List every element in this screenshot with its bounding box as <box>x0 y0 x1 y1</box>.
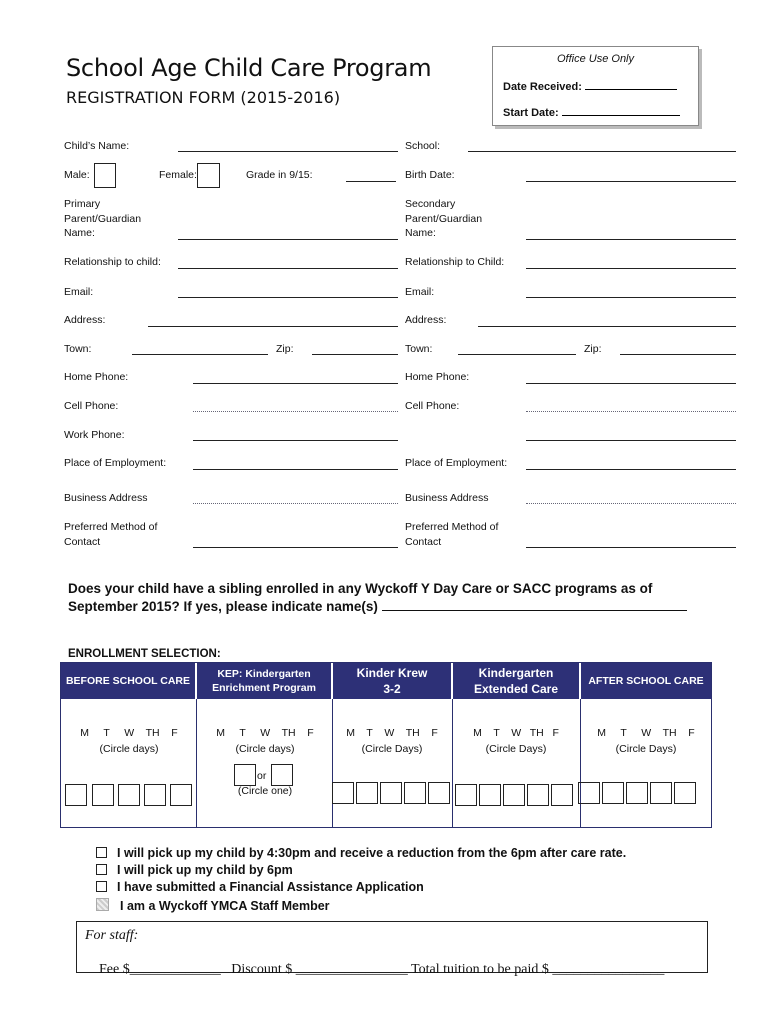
option-checkbox[interactable] <box>96 847 107 858</box>
after-school-days[interactable]: M T W TH F <box>597 727 695 739</box>
total-tuition-field[interactable]: Total tuition to be paid $ ________________ <box>411 962 665 977</box>
zip-label-left: Zip: <box>276 343 294 355</box>
address-field-right[interactable] <box>478 326 736 327</box>
option-checkbox[interactable] <box>96 881 107 892</box>
kep-circle-note: (Circle days) <box>235 743 295 755</box>
office-use-heading: Office Use Only <box>556 53 635 65</box>
office-use-box <box>492 46 699 126</box>
kinder-krew-days[interactable]: M T W TH F <box>346 727 438 739</box>
kindergarten-extended-days[interactable]: M T W TH F <box>473 727 559 739</box>
relationship-label-left: Relationship to child: <box>64 256 161 268</box>
kindergarten-extended-day-box[interactable] <box>455 784 477 806</box>
sibling-name-field[interactable] <box>382 598 687 611</box>
after-school-circle-note: (Circle Days) <box>615 743 677 755</box>
kinder-krew-header: Kinder Krew 3-2 <box>333 663 451 699</box>
option-checkbox[interactable] <box>96 898 109 911</box>
email-label-right: Email: <box>405 286 435 298</box>
grade-label: Grade in 9/15: <box>246 169 313 181</box>
home-phone-label-left: Home Phone: <box>64 371 129 383</box>
preferred-contact-field-left[interactable] <box>193 547 398 548</box>
primary-guardian-label: Primary Parent/Guardian Name: <box>64 198 142 239</box>
before-school-header: BEFORE SCHOOL CARE <box>61 663 195 699</box>
start-date-row <box>503 105 680 119</box>
email-label-left: Email: <box>64 286 94 298</box>
school-field[interactable] <box>468 151 736 152</box>
address-field-left[interactable] <box>148 326 398 327</box>
birth-date-field[interactable] <box>526 181 736 182</box>
email-field-right[interactable] <box>526 297 736 298</box>
town-label-right: Town: <box>405 343 433 355</box>
business-address-label-left: Business Address <box>64 492 148 504</box>
childs-name-field[interactable] <box>178 151 398 152</box>
secondary-guardian-field[interactable] <box>526 239 736 240</box>
home-phone-field-right[interactable] <box>526 383 736 384</box>
after-school-day-box[interactable] <box>650 782 672 804</box>
home-phone-field-left[interactable] <box>193 383 398 384</box>
employment-field-left[interactable] <box>193 469 398 470</box>
relationship-field-right[interactable] <box>526 268 736 269</box>
male-checkbox[interactable] <box>94 163 116 188</box>
discount-field[interactable]: Discount $ ________________ <box>231 962 408 977</box>
work-phone-field-left[interactable] <box>193 440 398 441</box>
cell-phone-field-left[interactable] <box>193 411 398 412</box>
before-school-day-box[interactable] <box>118 784 140 806</box>
female-label: Female: <box>159 169 197 181</box>
after-school-day-box[interactable] <box>674 782 696 804</box>
relationship-label-right: Relationship to Child: <box>405 256 505 268</box>
email-field-left[interactable] <box>178 297 398 298</box>
secondary-guardian-label: Secondary Parent/Guardian Name: <box>405 198 483 239</box>
town-field-right[interactable] <box>458 354 576 355</box>
option-label: I will pick up my child by 6pm <box>117 863 293 877</box>
kindergarten-extended-day-box[interactable] <box>479 784 501 806</box>
birth-date-label: Birth Date: <box>405 169 455 181</box>
column-divider <box>196 699 197 827</box>
before-school-day-box[interactable] <box>170 784 192 806</box>
kep-days[interactable]: M T W TH F <box>216 727 314 739</box>
zip-field-right[interactable] <box>620 354 736 355</box>
kep-header: KEP: Kindergarten Enrichment Program <box>197 663 331 699</box>
male-label: Male: <box>64 169 90 181</box>
after-school-day-box[interactable] <box>626 782 648 804</box>
work-phone-field-right[interactable] <box>526 440 736 441</box>
childs-name-label: Child’s Name: <box>64 140 130 152</box>
kindergarten-extended-day-box[interactable] <box>527 784 549 806</box>
employment-label-right: Place of Employment: <box>405 457 508 469</box>
kinder-krew-day-box[interactable] <box>380 782 402 804</box>
school-label: School: <box>405 140 441 152</box>
preferred-contact-label-left: Preferred Method of Contact <box>64 521 158 548</box>
column-divider <box>580 699 581 827</box>
column-divider <box>452 699 453 827</box>
town-label-left: Town: <box>64 343 92 355</box>
before-school-day-box[interactable] <box>144 784 166 806</box>
kinder-krew-day-box[interactable] <box>356 782 378 804</box>
start-date-field[interactable] <box>562 105 680 116</box>
before-school-day-box[interactable] <box>92 784 114 806</box>
kindergarten-extended-day-box[interactable] <box>503 784 525 806</box>
option-label: I am a Wyckoff YMCA Staff Member <box>120 899 330 913</box>
staff-box <box>76 921 708 977</box>
address-label-left: Address: <box>64 314 106 326</box>
after-school-header: AFTER SCHOOL CARE <box>581 663 711 699</box>
zip-field-left[interactable] <box>312 354 398 355</box>
kep-circle-one-note: (Circle one) <box>237 785 293 797</box>
before-school-day-box[interactable] <box>65 784 87 806</box>
kinder-krew-day-box[interactable] <box>428 782 450 804</box>
option-staff-member[interactable] <box>96 898 330 913</box>
kindergarten-extended-header: Kindergarten Extended Care <box>453 663 579 699</box>
cell-phone-label-left: Cell Phone: <box>64 400 119 412</box>
zip-label-right: Zip: <box>584 343 602 355</box>
option-pickup-430[interactable] <box>96 846 626 860</box>
sibling-question <box>68 580 708 616</box>
before-school-days[interactable]: M T W TH F <box>80 727 178 739</box>
date-received-field[interactable] <box>585 79 677 90</box>
column-divider <box>332 699 333 827</box>
staff-fee <box>85 946 664 994</box>
address-label-right: Address: <box>405 314 447 326</box>
fee-field[interactable]: Fee $_____________ <box>99 962 221 977</box>
town-field-left[interactable] <box>132 354 268 355</box>
option-label: I have submitted a Financial Assistance Application <box>117 880 424 894</box>
kep-option-box-2[interactable] <box>271 764 293 786</box>
kinder-krew-circle-note: (Circle Days) <box>361 743 423 755</box>
primary-guardian-field[interactable] <box>178 239 398 240</box>
option-pickup-6pm[interactable] <box>96 863 293 877</box>
form-subtitle: REGISTRATION FORM (2015-2016) <box>66 88 341 107</box>
option-checkbox[interactable] <box>96 864 107 875</box>
date-received-label: Date Received: <box>503 81 582 93</box>
kep-or-label: or <box>257 770 267 782</box>
relationship-field-left[interactable] <box>178 268 398 269</box>
preferred-contact-label-right: Preferred Method of Contact <box>405 521 499 548</box>
business-address-field-left[interactable] <box>193 503 398 504</box>
kinder-krew-day-box[interactable] <box>404 782 426 804</box>
kinder-krew-day-box[interactable] <box>332 782 354 804</box>
female-checkbox[interactable] <box>197 163 220 188</box>
home-phone-label-right: Home Phone: <box>405 371 470 383</box>
after-school-day-box[interactable] <box>602 782 624 804</box>
enrollment-table <box>60 662 712 828</box>
before-school-circle-note: (Circle days) <box>99 743 159 755</box>
option-label: I will pick up my child by 4:30pm and receive a reduction from the 6pm after care rate. <box>117 846 627 860</box>
business-address-label-right: Business Address <box>405 492 489 504</box>
business-address-field-right[interactable] <box>526 503 736 504</box>
sibling-question-text: Does your child have a sibling enrolled in any Wyckoff Y Day Care or SACC programs as of September 2015? If yes, please indicate name(s) <box>68 581 653 614</box>
cell-phone-label-right: Cell Phone: <box>405 400 460 412</box>
after-school-day-box[interactable] <box>578 782 600 804</box>
cell-phone-field-right[interactable] <box>526 411 736 412</box>
form-title: School Age Child Care Program <box>66 54 432 82</box>
start-date-label: Start Date: <box>503 107 559 119</box>
enrollment-title: ENROLLMENT SELECTION: <box>68 648 221 660</box>
option-financial-assistance[interactable] <box>96 880 424 894</box>
kindergarten-extended-day-box[interactable] <box>551 784 573 806</box>
preferred-contact-field-right[interactable] <box>526 547 736 548</box>
date-received-row <box>503 79 677 93</box>
grade-field[interactable] <box>346 181 396 182</box>
staff-heading: For staff: <box>85 928 139 943</box>
work-phone-label-left: Work Phone: <box>64 429 125 441</box>
employment-label-left: Place of Employment: <box>64 457 167 469</box>
employment-field-right[interactable] <box>526 469 736 470</box>
kindergarten-extended-circle-note: (Circle Days) <box>485 743 547 755</box>
kep-option-box-1[interactable] <box>234 764 256 786</box>
